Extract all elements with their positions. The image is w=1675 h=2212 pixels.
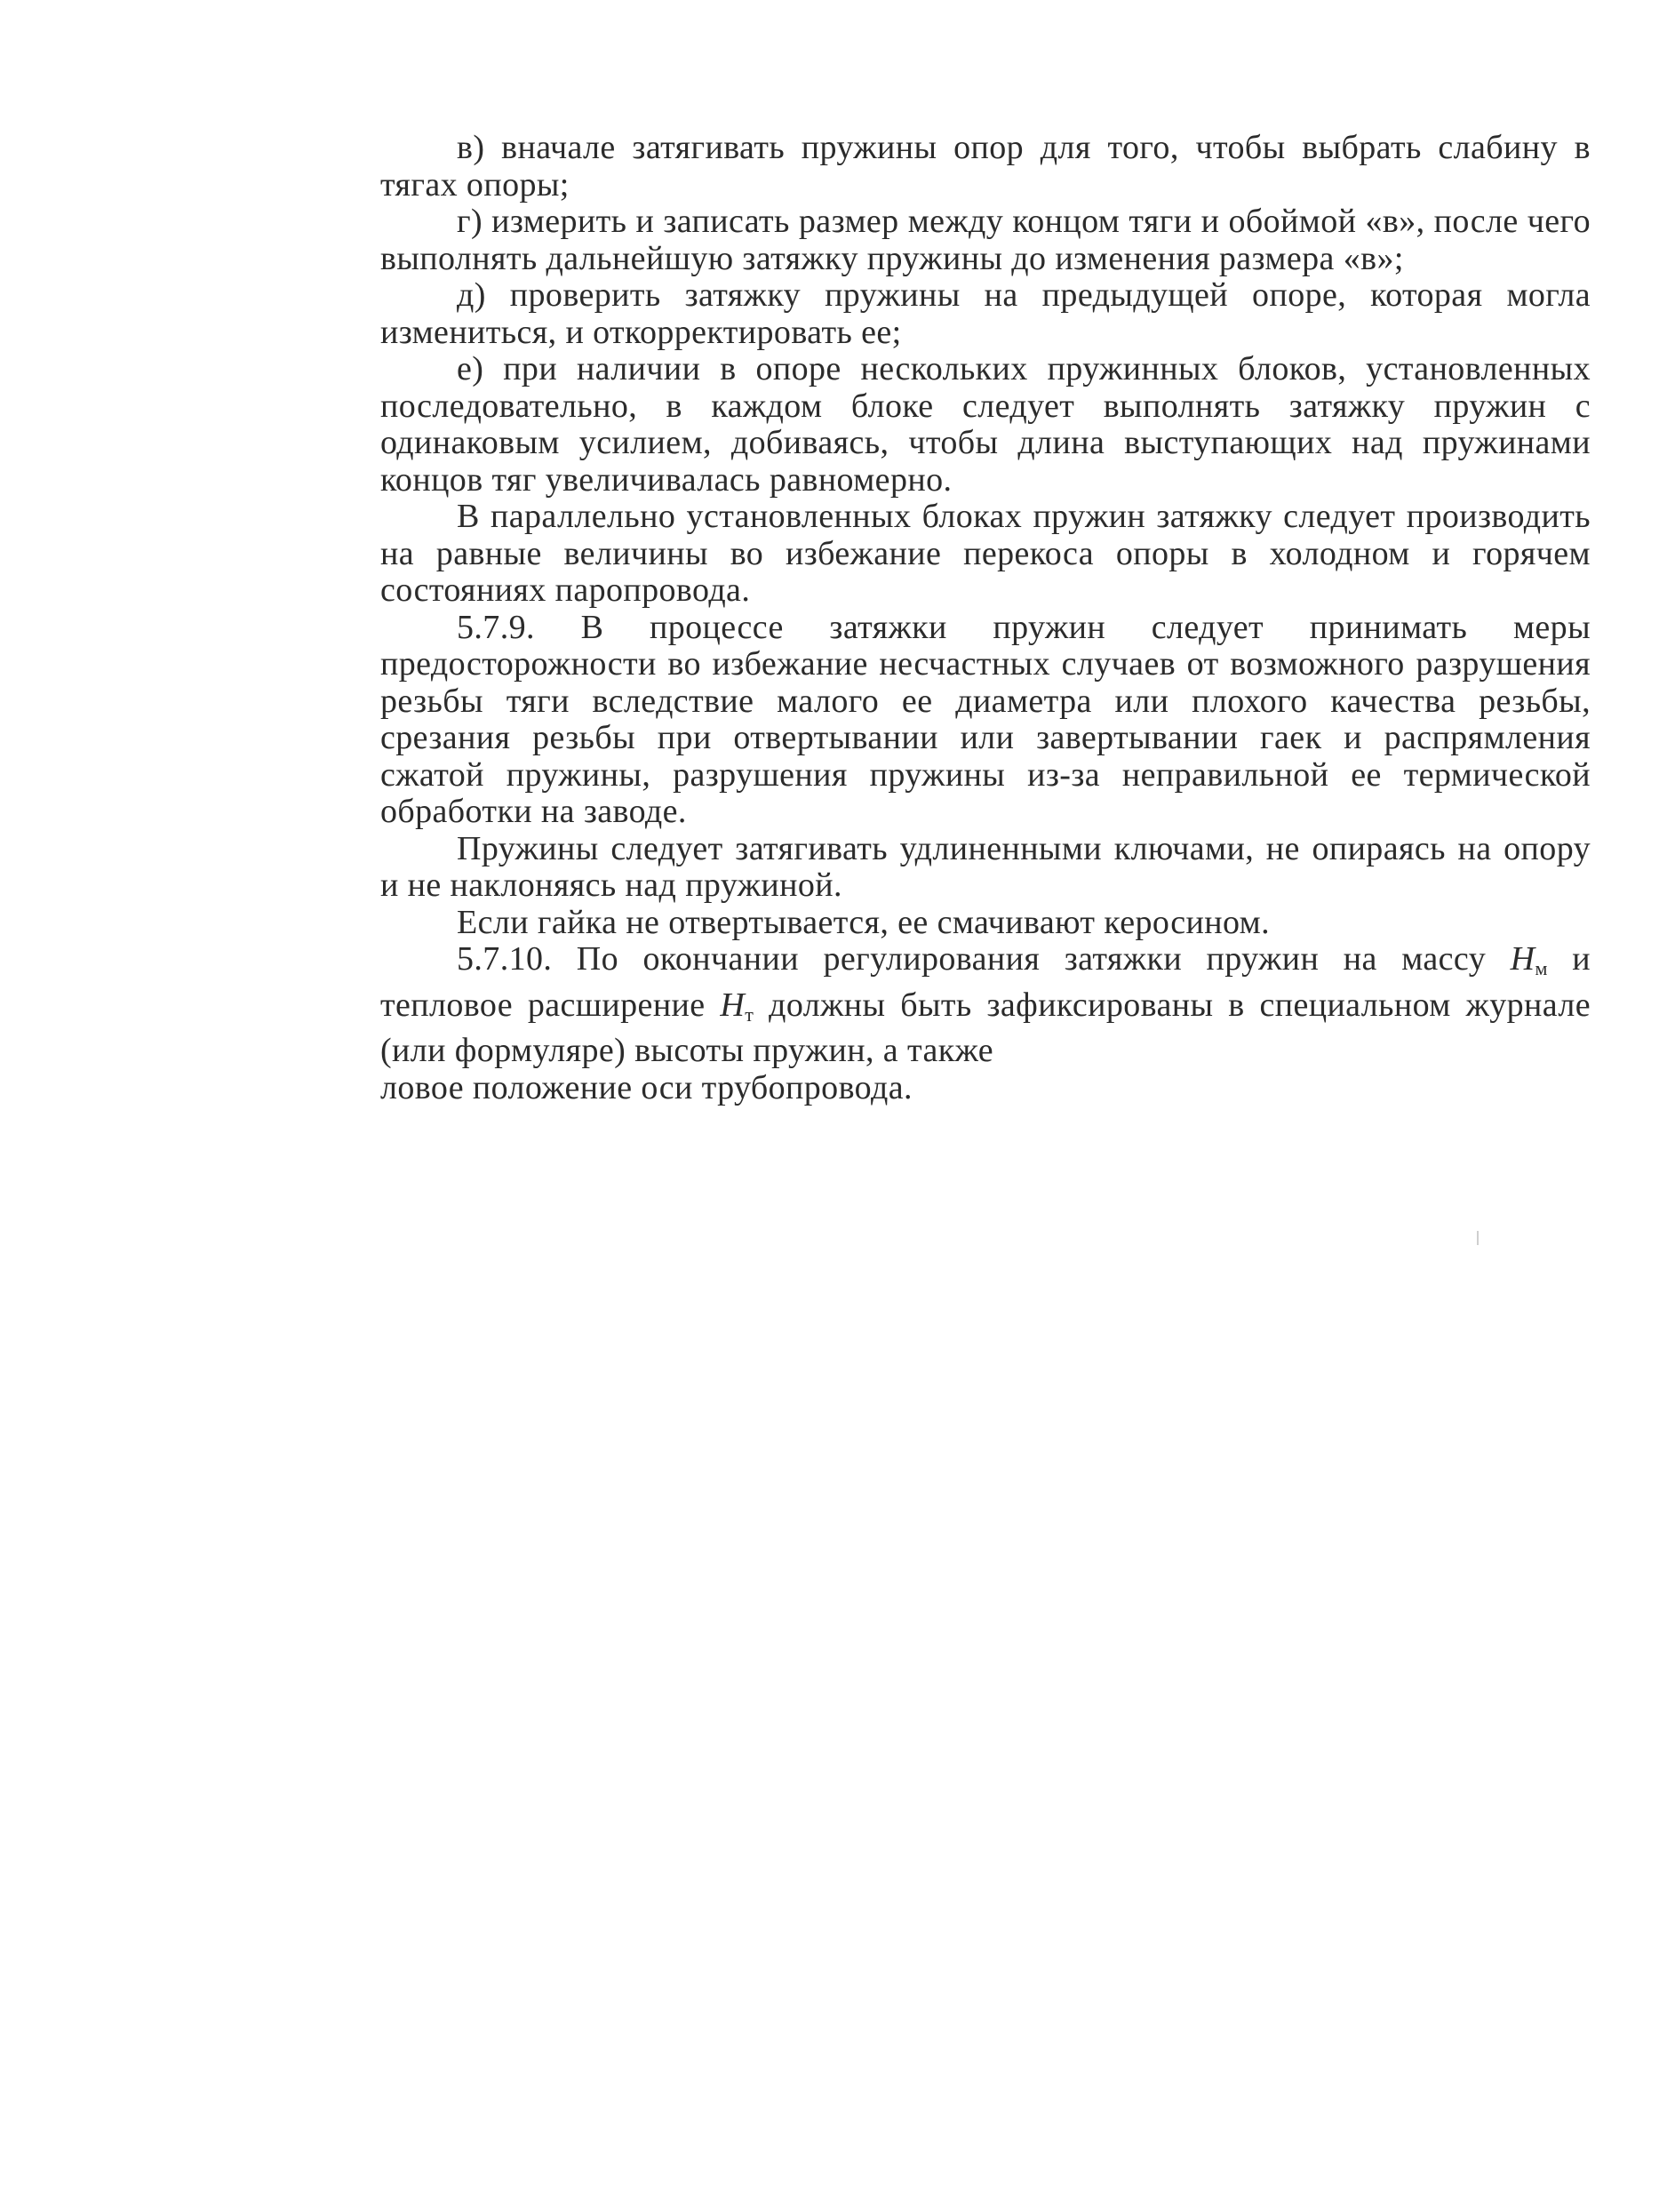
thermal-height-subscript: т [745, 1002, 754, 1026]
paragraph-long-keys: Пружины следует затягивать удлиненными ключами, не опираясь на опору и не наклоняясь над пружиной. [380, 829, 1591, 904]
document-body [380, 130, 1591, 1106]
list-item-d: д) проверить затяжку пружины на предыдущей опоре, которая могла измениться, и откорректировать ее; [380, 276, 1591, 351]
clause-5-7-9: 5.7.9. В процессе затяжки пружин следует принимать меры предосторожности во избежание несчастных случаев от возможного разрушения резьбы тяги вследствие малого ее диаметра или плохого качества резьбы, срезания резьбы при отвертывании или завертывании гаек и распрямления сжатой пружины, разрушения пружины из-за неправильной ее термической обработки на заводе. [380, 608, 1591, 830]
clause-5-7-10-last-line: ловое положение оси трубопровода. [380, 1068, 913, 1106]
thermal-height-letter: H [720, 986, 746, 1024]
clause-5-7-10 [380, 941, 1591, 1070]
mass-height-letter: H [1510, 940, 1535, 978]
clause-5-7-10-part1: 5.7.10. По окончании регулирования затяжки пружин на массу [457, 940, 1511, 978]
scan-speck [1477, 1231, 1479, 1245]
mass-height-symbol [1511, 940, 1548, 978]
clause-5-7-10-part2: и тепловое расширение [380, 940, 1591, 1024]
list-item-e: е) при наличии в опоре нескольких пружинных блоков, установленных последовательно, в каждом блоке следует выполнять затяжку пружин с одинаковым усилием, добиваясь, чтобы длина выступающих над пружинами концов тяг увеличивалась равномерно. [380, 350, 1591, 499]
list-item-g: г) измерить и записать размер между концом тяги и обоймой «в», после чего выполнять дальнейшую затяжку пружины до изменения размера «в»; [380, 203, 1591, 277]
thermal-height-symbol [720, 986, 754, 1024]
mass-height-subscript: м [1535, 957, 1548, 979]
paragraph-kerosene: Если гайка не отвертывается, ее смачивают керосином. [457, 903, 1271, 941]
paragraph-parallel-blocks: В параллельно установленных блоках пружин затяжку следует производить на равные величины во избежание перекоса опоры в холодном и горячем состояниях паропровода. [380, 498, 1591, 609]
clause-5-7-10-part3: должны быть зафиксированы в специальном журнале (или формуляре) высоты пружин, а также [380, 986, 1591, 1069]
list-item-v: в) вначале затягивать пружины опор для того, чтобы выбрать слабину в тягах опоры; [380, 129, 1591, 204]
